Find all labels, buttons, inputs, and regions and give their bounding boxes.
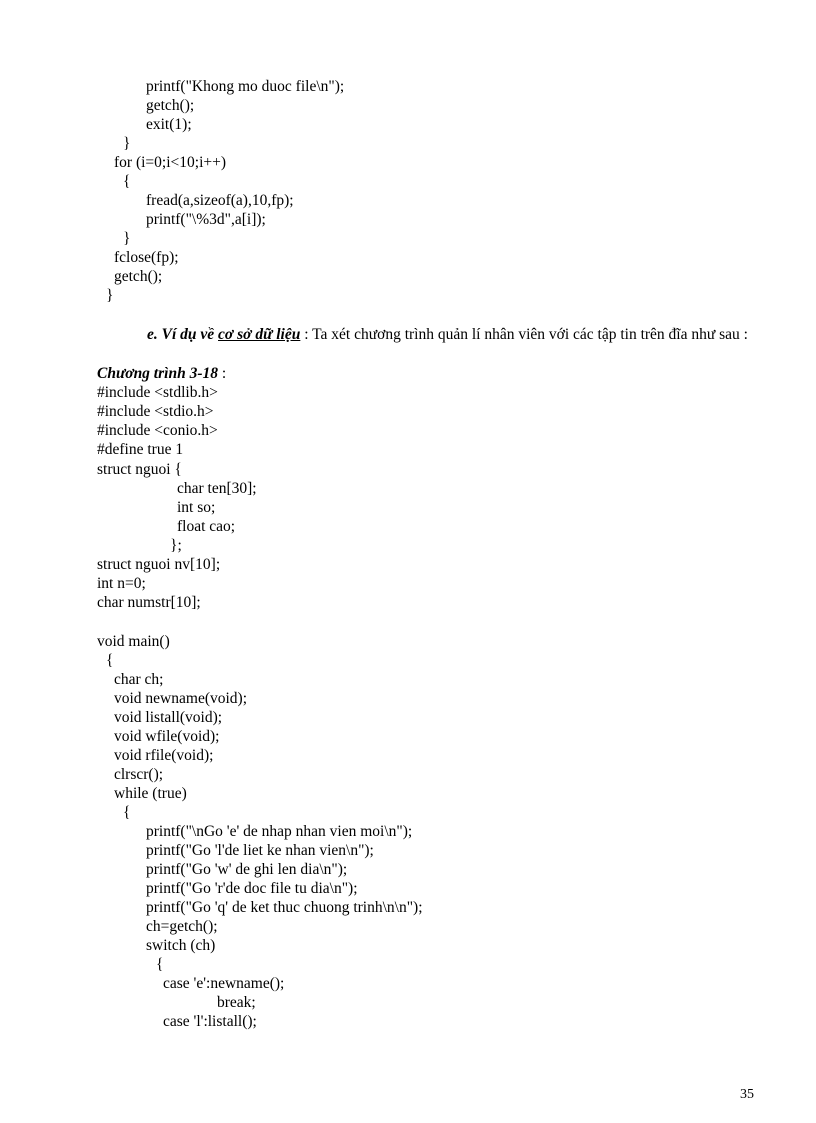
code-line: printf("Go 'l'de liet ke nhan vien\n");: [146, 842, 374, 859]
code-line: fclose(fp);: [114, 249, 179, 266]
code-line: {: [123, 173, 131, 190]
code-line: printf("\%3d",a[i]);: [146, 211, 266, 228]
code-line: void listall(void);: [114, 709, 223, 726]
section-label: e. Ví dụ về: [147, 326, 215, 343]
code-line: fread(a,sizeof(a),10,fp);: [146, 192, 294, 209]
code-line: void rfile(void);: [114, 747, 214, 764]
code-line: printf("Khong mo duoc file\n");: [146, 78, 345, 95]
code-line: ch=getch();: [146, 918, 218, 935]
code-line: }: [106, 287, 114, 304]
code-line: getch();: [146, 97, 195, 114]
code-line: {: [156, 956, 164, 973]
section-text: : Ta xét chương trình quản lí nhân viên với các tập tin trên đĩa như sau :: [300, 326, 748, 343]
code-line: #include <stdio.h>: [97, 403, 214, 420]
code-line: printf("Go 'w' de ghi len dia\n");: [146, 861, 348, 878]
code-line: {: [106, 652, 114, 669]
code-line: void wfile(void);: [114, 728, 220, 745]
code-line: int so;: [177, 499, 216, 516]
code-line: while (true): [114, 785, 187, 802]
section-paragraph: [97, 325, 759, 344]
code-line: switch (ch): [146, 937, 216, 954]
code-line: exit(1);: [146, 116, 192, 133]
code-line: int n=0;: [97, 575, 146, 592]
section-underlined-term: cơ sở dữ liệu: [218, 326, 301, 343]
page-number: 35: [740, 1087, 754, 1102]
code-line: void newname(void);: [114, 690, 248, 707]
code-line: clrscr();: [114, 766, 164, 783]
code-line: char ch;: [114, 671, 164, 688]
code-line: #include <conio.h>: [97, 422, 218, 439]
code-line: getch();: [114, 268, 163, 285]
program-colon: :: [217, 365, 227, 382]
code-line: printf("Go 'q' de ket thuc chuong trinh\n\n");: [146, 899, 423, 916]
code-line: case 'e':newname();: [163, 975, 285, 992]
code-line: case 'l':listall();: [163, 1013, 257, 1030]
code-line: #define true 1: [97, 441, 184, 458]
code-line: {: [123, 804, 131, 821]
code-line: struct nguoi nv[10];: [97, 556, 221, 573]
code-line: struct nguoi {: [97, 461, 182, 478]
program-label: Chương trình 3-18: [97, 365, 218, 382]
code-line: printf("\nGo 'e' de nhap nhan vien moi\n");: [146, 823, 413, 840]
code-line: #include <stdlib.h>: [97, 384, 218, 401]
code-line: }: [123, 135, 131, 152]
code-line: void main(): [97, 633, 170, 650]
code-line: char ten[30];: [177, 480, 257, 497]
code-line: printf("Go 'r'de doc file tu dia\n");: [146, 880, 358, 897]
code-line: for (i=0;i<10;i++): [114, 154, 227, 171]
program-heading: [97, 364, 226, 383]
code-line: break;: [217, 994, 256, 1011]
code-line: }: [123, 230, 131, 247]
code-line: char numstr[10];: [97, 594, 201, 611]
code-line: float cao;: [177, 518, 236, 535]
code-line: };: [170, 537, 182, 554]
